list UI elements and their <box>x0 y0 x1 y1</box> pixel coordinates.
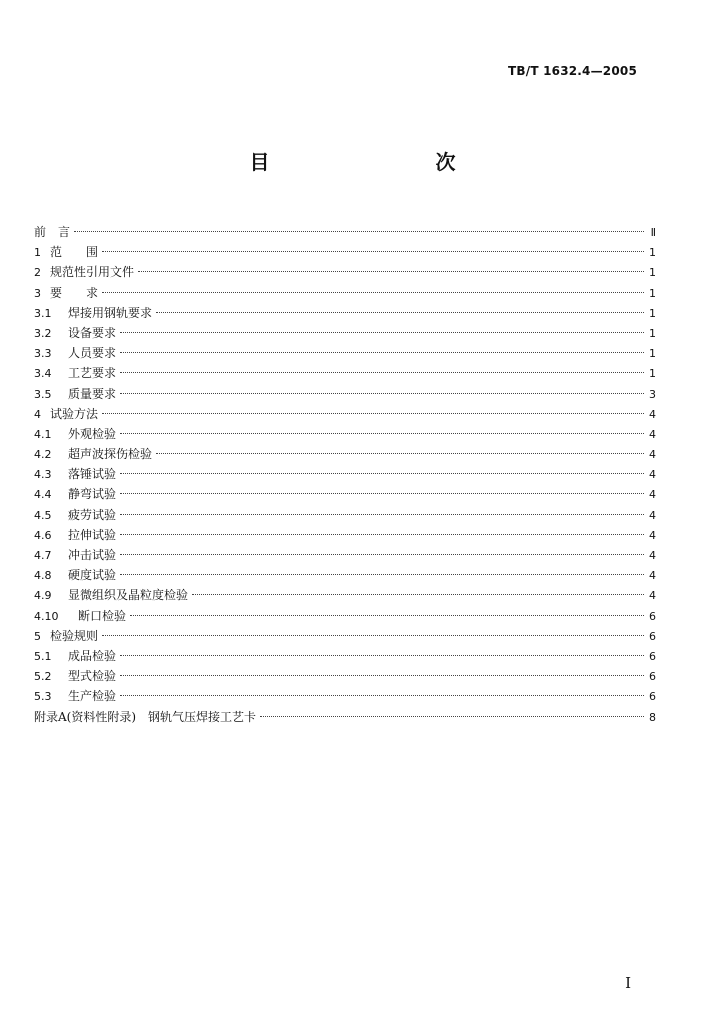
toc-entry-page: 1 <box>649 266 656 280</box>
toc-leader-dots <box>192 594 644 595</box>
toc-leader-dots <box>74 231 644 232</box>
toc-entry <box>34 323 656 343</box>
toc-entry-title <box>34 565 116 586</box>
toc-leader-dots <box>120 655 644 656</box>
toc-entry-text: 落锤试验 <box>68 467 117 482</box>
toc-leader-dots <box>156 312 644 313</box>
toc-leader-dots <box>138 271 644 272</box>
toc-entry-title <box>34 686 116 707</box>
toc-entry-title <box>34 505 116 526</box>
toc-entry-number: 4.6 <box>34 528 52 542</box>
toc-entry-title <box>34 444 152 465</box>
toc-entry-number: 4.4 <box>34 488 52 502</box>
toc-leader-dots <box>120 433 644 434</box>
toc-entry-page: 4 <box>649 569 656 583</box>
toc-entry-page: 6 <box>649 690 656 704</box>
toc-entry-text: 工艺要求 <box>68 366 117 381</box>
toc-entry-text: 冲击试验 <box>68 548 117 562</box>
toc-entry-page: 1 <box>649 306 656 320</box>
toc-entry-title <box>34 464 116 485</box>
toc-entry-title <box>34 707 256 727</box>
toc-entry-title <box>34 666 116 687</box>
toc-entry-page: 4 <box>649 468 656 482</box>
toc-entry-title <box>34 343 116 364</box>
toc-entry-text: 静弯试验 <box>68 487 117 502</box>
toc-entry-title <box>34 424 116 445</box>
toc-entry-page: 4 <box>649 488 656 502</box>
table-of-contents <box>34 222 656 727</box>
toc-leader-dots <box>120 554 644 555</box>
toc-leader-dots <box>120 493 644 494</box>
toc-entry <box>34 585 656 605</box>
toc-entry-page: 4 <box>649 528 656 542</box>
toc-entry-page: 3 <box>649 387 656 401</box>
toc-entry-page: 6 <box>649 629 656 643</box>
toc-entry-title <box>34 363 116 384</box>
toc-entry <box>34 444 656 464</box>
toc-entry <box>34 222 656 242</box>
toc-entry-number: 1 <box>34 246 41 260</box>
toc-entry-text: 硬度试验 <box>68 568 117 583</box>
toc-entry-text: 试验方法 <box>50 406 99 421</box>
toc-title: 目 次 <box>249 150 498 174</box>
toc-leader-dots <box>120 473 644 474</box>
toc-entry-number: 3.3 <box>34 347 52 361</box>
toc-entry-title <box>34 242 98 263</box>
toc-entry-number: 3.1 <box>34 306 52 320</box>
toc-entry-text: 人员要求 <box>68 346 117 361</box>
toc-entry-title <box>34 545 116 566</box>
toc-leader-dots <box>120 574 644 575</box>
toc-entry-title <box>34 283 98 304</box>
toc-entry-page: 8 <box>649 710 656 724</box>
toc-entry-number: 5.2 <box>34 670 52 684</box>
toc-entry-number: 4 <box>34 407 41 421</box>
page-number: I <box>625 974 631 992</box>
toc-entry-number: 2 <box>34 266 41 280</box>
toc-entry-number: 5.1 <box>34 649 52 663</box>
toc-entry-title <box>34 262 134 283</box>
toc-entry-number: 5.3 <box>34 690 52 704</box>
toc-entry-number: 4.10 <box>34 609 59 623</box>
toc-entry-number: 3 <box>34 286 41 300</box>
toc-entry-number: 4.5 <box>34 508 52 522</box>
toc-entry <box>34 606 656 626</box>
toc-entry-title <box>34 606 126 627</box>
toc-entry <box>34 686 656 706</box>
toc-entry <box>34 363 656 383</box>
toc-leader-dots <box>120 332 644 333</box>
toc-entry-page: 1 <box>649 286 656 300</box>
toc-entry-text: 设备要求 <box>68 325 117 340</box>
toc-entry-text: 检验规则 <box>50 628 99 643</box>
toc-leader-dots <box>120 534 644 535</box>
toc-leader-dots <box>260 716 644 717</box>
toc-entry-page: 1 <box>649 326 656 340</box>
toc-entry-text: 拉伸试验 <box>68 527 117 542</box>
toc-entry-page: 6 <box>649 670 656 684</box>
toc-entry <box>34 525 656 545</box>
toc-entry-title <box>34 626 98 647</box>
toc-leader-dots <box>120 372 644 373</box>
toc-entry <box>34 626 656 646</box>
toc-entry <box>34 545 656 565</box>
toc-entry-page: 4 <box>649 508 656 522</box>
toc-entry-page: Ⅱ <box>650 226 656 239</box>
toc-entry-page: 4 <box>649 448 656 462</box>
toc-entry-number: 3.5 <box>34 387 52 401</box>
toc-leader-dots <box>120 695 644 696</box>
toc-entry-number: 3.2 <box>34 326 52 340</box>
toc-entry-text: 成品检验 <box>68 648 117 663</box>
toc-entry <box>34 242 656 262</box>
toc-entry-text: 前 言 <box>34 225 71 239</box>
toc-entry <box>34 343 656 363</box>
toc-entry <box>34 283 656 303</box>
toc-entry <box>34 404 656 424</box>
toc-entry-page: 4 <box>649 549 656 562</box>
toc-entry-page: 4 <box>649 589 656 603</box>
toc-entry-text: 质量要求 <box>68 386 117 401</box>
toc-leader-dots <box>130 615 644 616</box>
toc-entry <box>34 646 656 666</box>
toc-entry-text: 范 围 <box>50 245 99 260</box>
toc-leader-dots <box>120 675 644 676</box>
toc-entry-text: 附录A(资料性附录) 钢轨气压焊接工艺卡 <box>34 709 257 724</box>
toc-entry-number: 4.9 <box>34 589 52 603</box>
toc-entry-page: 4 <box>649 407 656 421</box>
toc-entry-page: 6 <box>649 609 656 623</box>
toc-entry <box>34 484 656 504</box>
toc-entry <box>34 666 656 686</box>
toc-entry <box>34 262 656 282</box>
toc-entry-text: 型式检验 <box>68 669 117 684</box>
toc-entry <box>34 424 656 444</box>
toc-entry-title <box>34 585 188 606</box>
toc-entry <box>34 707 656 727</box>
toc-entry-text: 断口检验 <box>78 608 127 623</box>
toc-entry-title <box>34 484 116 505</box>
toc-entry <box>34 303 656 323</box>
toc-entry-number: 4.3 <box>34 468 52 482</box>
toc-entry-title <box>34 323 116 344</box>
toc-entry-page: 4 <box>649 427 656 441</box>
toc-entry-text: 生产检验 <box>68 689 117 704</box>
toc-entry-number: 4.2 <box>34 448 52 462</box>
toc-entry-number: 4.7 <box>34 549 52 562</box>
toc-leader-dots <box>156 453 644 454</box>
toc-entry-title <box>34 525 116 546</box>
toc-entry-text: 焊接用钢轨要求 <box>68 305 153 320</box>
toc-leader-dots <box>102 292 644 293</box>
toc-leader-dots <box>120 393 644 394</box>
toc-entry-number: 4.1 <box>34 427 52 441</box>
toc-entry <box>34 464 656 484</box>
toc-entry-title <box>34 646 116 667</box>
toc-entry-number: 3.4 <box>34 367 52 381</box>
toc-entry <box>34 565 656 585</box>
toc-entry-title <box>34 404 98 425</box>
toc-entry-page: 6 <box>649 649 656 663</box>
toc-entry-page: 1 <box>649 246 656 260</box>
standard-code: TB/T 1632.4—2005 <box>508 64 637 78</box>
toc-entry-number: 4.8 <box>34 569 52 583</box>
toc-leader-dots <box>120 514 644 515</box>
toc-entry <box>34 384 656 404</box>
toc-entry-title <box>34 222 70 242</box>
toc-entry-text: 显微组织及晶粒度检验 <box>68 588 189 603</box>
toc-entry-text: 外观检验 <box>68 426 117 441</box>
toc-entry-text: 要 求 <box>50 285 99 300</box>
toc-entry-title <box>34 303 152 324</box>
toc-entry-page: 1 <box>649 347 656 361</box>
toc-entry-text: 疲劳试验 <box>68 507 117 522</box>
toc-entry-title <box>34 384 116 405</box>
toc-entry <box>34 505 656 525</box>
toc-entry-text: 超声波探伤检验 <box>68 447 153 462</box>
toc-leader-dots <box>102 413 644 414</box>
toc-leader-dots <box>102 251 644 252</box>
toc-entry-number: 5 <box>34 629 41 643</box>
toc-leader-dots <box>102 635 644 636</box>
toc-entry-page: 1 <box>649 367 656 381</box>
toc-entry-text: 规范性引用文件 <box>50 265 135 280</box>
toc-leader-dots <box>120 352 644 353</box>
